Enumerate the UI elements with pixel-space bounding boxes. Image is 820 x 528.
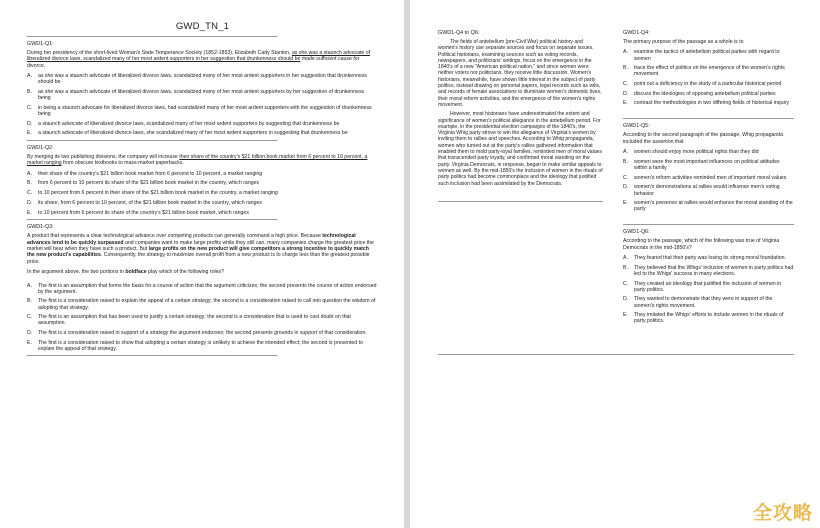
answer-option-b[interactable]: B. trace the effect of politics on the emergence of the women's rights movement xyxy=(623,65,785,78)
question-stem: According to the passage, which of the following was true of Virginia Democrats in the mid-1850's? xyxy=(623,238,780,251)
answer-option-d[interactable]: D. women's demonstrations at rallies would influence men's voting behavior xyxy=(623,184,780,197)
question-4 xyxy=(623,30,794,106)
site-watermark-logo: 全攻略 xyxy=(752,501,813,524)
answer-option-d[interactable]: D. discuss the ideologies of opposing antebellum political parties xyxy=(623,90,776,97)
question-5 xyxy=(623,123,794,212)
question-id: GWD1-Q2: xyxy=(27,144,54,151)
answer-option-b[interactable]: B. They believed that the Whigs' inclusion of women in party politics had led to the Whigs' success in many elections. xyxy=(623,264,794,277)
question-id: GWD1-Q5: xyxy=(623,123,650,130)
answer-option-e[interactable]: E. women's presence at rallies would enhance the moral standing of the party xyxy=(623,200,793,213)
answer-option-e[interactable]: E. a staunch advocate of liberalized divorce laws, she scandalized many of her most ardent supporters in suggesting that drunkenness be xyxy=(27,130,348,137)
answer-option-a[interactable]: A. their share of the country's $21 billion book market from 6 percent to 10 percent, a market ranging xyxy=(27,170,263,177)
answer-option-d[interactable]: D. The first is a consideration raised in support of a strategy the argument endorses; the second presents grounds in support of that consideration. xyxy=(27,329,367,336)
answer-options xyxy=(623,49,794,106)
question-id: GWD1-Q6: xyxy=(623,229,650,236)
question-stem: During her presidency of the short-lived Woman's State Temperance Society (1852-1853), Elizabeth Cady Stanton, as she was a staunch advocate of liberalized divorce laws, scandalized many of her most ardent supporters in her suggestion that drunkenness should be made sufficient cause for divorce. xyxy=(27,50,371,69)
divider xyxy=(623,224,794,225)
divider xyxy=(27,36,277,37)
passage-paragraph-2: However, most historians have underestimated the extent and significance of women's political allegiance in the antebellum period. For example, in the presidential election campaigns of the 1840's, the Virginia Whig party strove to win the allegiance of Virginia's women by inviting them to rallies and speeches. According to Whig propaganda, women who turned out at the party's rallies gathered information that enabled them to mold party-loyal families, reminded men of moral values that transcended party loyalty, and confirmed moral standing on the party. Virginia Democrats, in response, began to make similar appeals to women as well. By the mid-1850's the inclusion of women in the rituals of party politics had become commonplace and the ideology that justified such inclusion had been assimilated by the Democrats. xyxy=(438,111,603,187)
divider xyxy=(438,201,603,202)
answer-options xyxy=(623,255,794,324)
answer-option-c[interactable]: C. to 10 percent from 6 percent in their share of the $21 billion book market in the country, a market ranging xyxy=(27,190,278,197)
question-id: GWD1-Q1: xyxy=(27,41,54,47)
answer-option-e[interactable]: E. The first is a consideration raised to show that adopting a certain strategy is unlikely to achieve the intended effect; the second is presented to explain the appeal of that strategy. xyxy=(27,339,363,352)
passage-column xyxy=(438,26,603,328)
left-page xyxy=(0,0,404,528)
divider xyxy=(27,355,277,356)
question-stem: A product that represents a clear technological advance over competing products can generally command a high price. Because technological advances tend to be quickly surpassed and companies want to make large profits while they still can, many companies charge the greatest price the market will bear when they have such a product. But large profits on the new product will give competitors a strong incentive to quickly match the new product's capabilities. Consequently, the strategy to maximize overall profit from a new product is to charge less than the greatest possible price. xyxy=(27,233,374,265)
answer-option-c[interactable]: C. point out a deficiency in the study of a particular historical period xyxy=(623,80,782,87)
question-id: GWD1-Q4: xyxy=(623,30,650,36)
question-2 xyxy=(27,145,378,216)
passage-paragraph-1: The fields of antebellum (pre-Civil War) political history and women's history use separate sources and focus on separate issues. Political historians, examining sources such as voting records, newspapers, and politicians' writings, focus on the emergence in the 1840's of a new "American political nation," and since women were neither voters nor politicians, they receive little discussion. Women's historians, meanwhile, have shown little interest in the subject of party politics, instead drawing on personal papers, legal records such as wills, and records of female associations to illuminate women's domestic lives, their moral reform activities, and the emergence of the women's rights movement. xyxy=(438,39,602,108)
answer-option-e[interactable]: E. contrast the methodologies in two differing fields of historical inquiry xyxy=(623,100,790,107)
answer-option-c[interactable]: C. The first is an assumption that has been used to justify a certain strategy; the second is a consideration that is used to cast doubt on that assumption. xyxy=(27,314,351,327)
divider xyxy=(623,118,794,119)
question-id: GWD1-Q3: xyxy=(27,224,54,231)
answer-options xyxy=(27,283,378,352)
answer-option-b[interactable]: B. The first is a consideration raised to explain the appeal of a certain strategy; the second is a consideration raised to call into question the wisdom of adopting that strategy. xyxy=(27,298,376,311)
document-title: GWD_TN_1 xyxy=(175,21,230,32)
answer-options xyxy=(27,73,378,136)
question-stem: The primary purpose of the passage as a whole is to xyxy=(623,39,744,45)
answer-option-b[interactable]: B. from 6 percent to 10 percent its share of the $21 billion book market in the country, which ranges xyxy=(27,180,260,187)
answer-option-e[interactable]: E. to 10 percent from 6 percent its share of the country's $21 billion book market, which ranges xyxy=(27,209,249,216)
answer-option-d[interactable]: D. They wanted to demonstrate that they were in support of the women's rights movement. xyxy=(623,296,773,309)
question-1 xyxy=(27,41,378,136)
passage-id: GWD1-Q4 to Q6: xyxy=(438,30,480,36)
answer-option-b[interactable]: B. women were the most important influences on political attitudes within a family xyxy=(623,158,780,172)
answer-option-c[interactable]: C. in being a staunch advocate for liberalized divorce laws, had scandalized many of her most ardent supporters with the suggestion of drunkenness being xyxy=(27,104,372,117)
answer-options xyxy=(27,171,378,216)
answer-option-a[interactable]: A. They feared that their party was losing its strong moral foundation. xyxy=(623,255,786,262)
two-column-layout xyxy=(438,26,794,328)
answer-option-a[interactable]: A. examine the tactics of antebellum political parties with regard to women xyxy=(623,49,780,62)
answer-option-d[interactable]: D. its share, from 6 percent to 10 percent, of the $21 billion book market in the country, which ranges xyxy=(27,199,262,206)
divider xyxy=(27,219,277,220)
question-6 xyxy=(623,229,794,324)
answer-option-c[interactable]: C. They created an ideology that justified the inclusion of women in party politics. xyxy=(623,280,782,293)
question-prompt: In the argument above, the two portions in boldface play which of the following roles? xyxy=(27,269,224,276)
answer-option-e[interactable]: E. They imitated the Whigs' efforts to include women in the rituals of party politics. xyxy=(623,312,784,325)
answer-option-b[interactable]: B. as she was a staunch advocate of liberalized divorce laws, scandalized many of her most ardent supporters by her suggestion of drunkenness being xyxy=(27,89,365,102)
questions-column xyxy=(623,26,794,328)
answer-option-c[interactable]: C. women's reform activities reminded men of important moral values xyxy=(623,174,787,181)
question-stem: According to the second paragraph of the passage, Whig propaganda included the assertion that xyxy=(623,132,784,145)
answer-options xyxy=(623,149,794,212)
answer-option-a[interactable]: A. women should enjoy more political rights than they did xyxy=(623,149,759,156)
answer-option-d[interactable]: D. a staunch advocate of liberalized divorce laws, scandalized many of her most ardent supporters by suggesting that drunkenness be xyxy=(27,120,340,127)
answer-option-a[interactable]: A. as she was a staunch advocate of liberalized divorce laws, scandalized many of her most ardent supporters in her suggestion that drunkenness should be xyxy=(27,73,368,86)
question-stem: By merging its two publishing divisions, the company will increase their share of the country's $21 billion book market from 6 percent to 10 percent, a market ranging from obscure textbooks to mass-market paperbacks. xyxy=(27,153,368,167)
right-page xyxy=(410,0,820,528)
answer-option-a[interactable]: A. The first is an assumption that forms the basis for a course of action that the argument criticizes; the second presents the course of action endorsed by the argument. xyxy=(27,282,377,295)
divider xyxy=(27,140,277,141)
divider xyxy=(438,354,794,355)
question-3 xyxy=(27,224,378,352)
